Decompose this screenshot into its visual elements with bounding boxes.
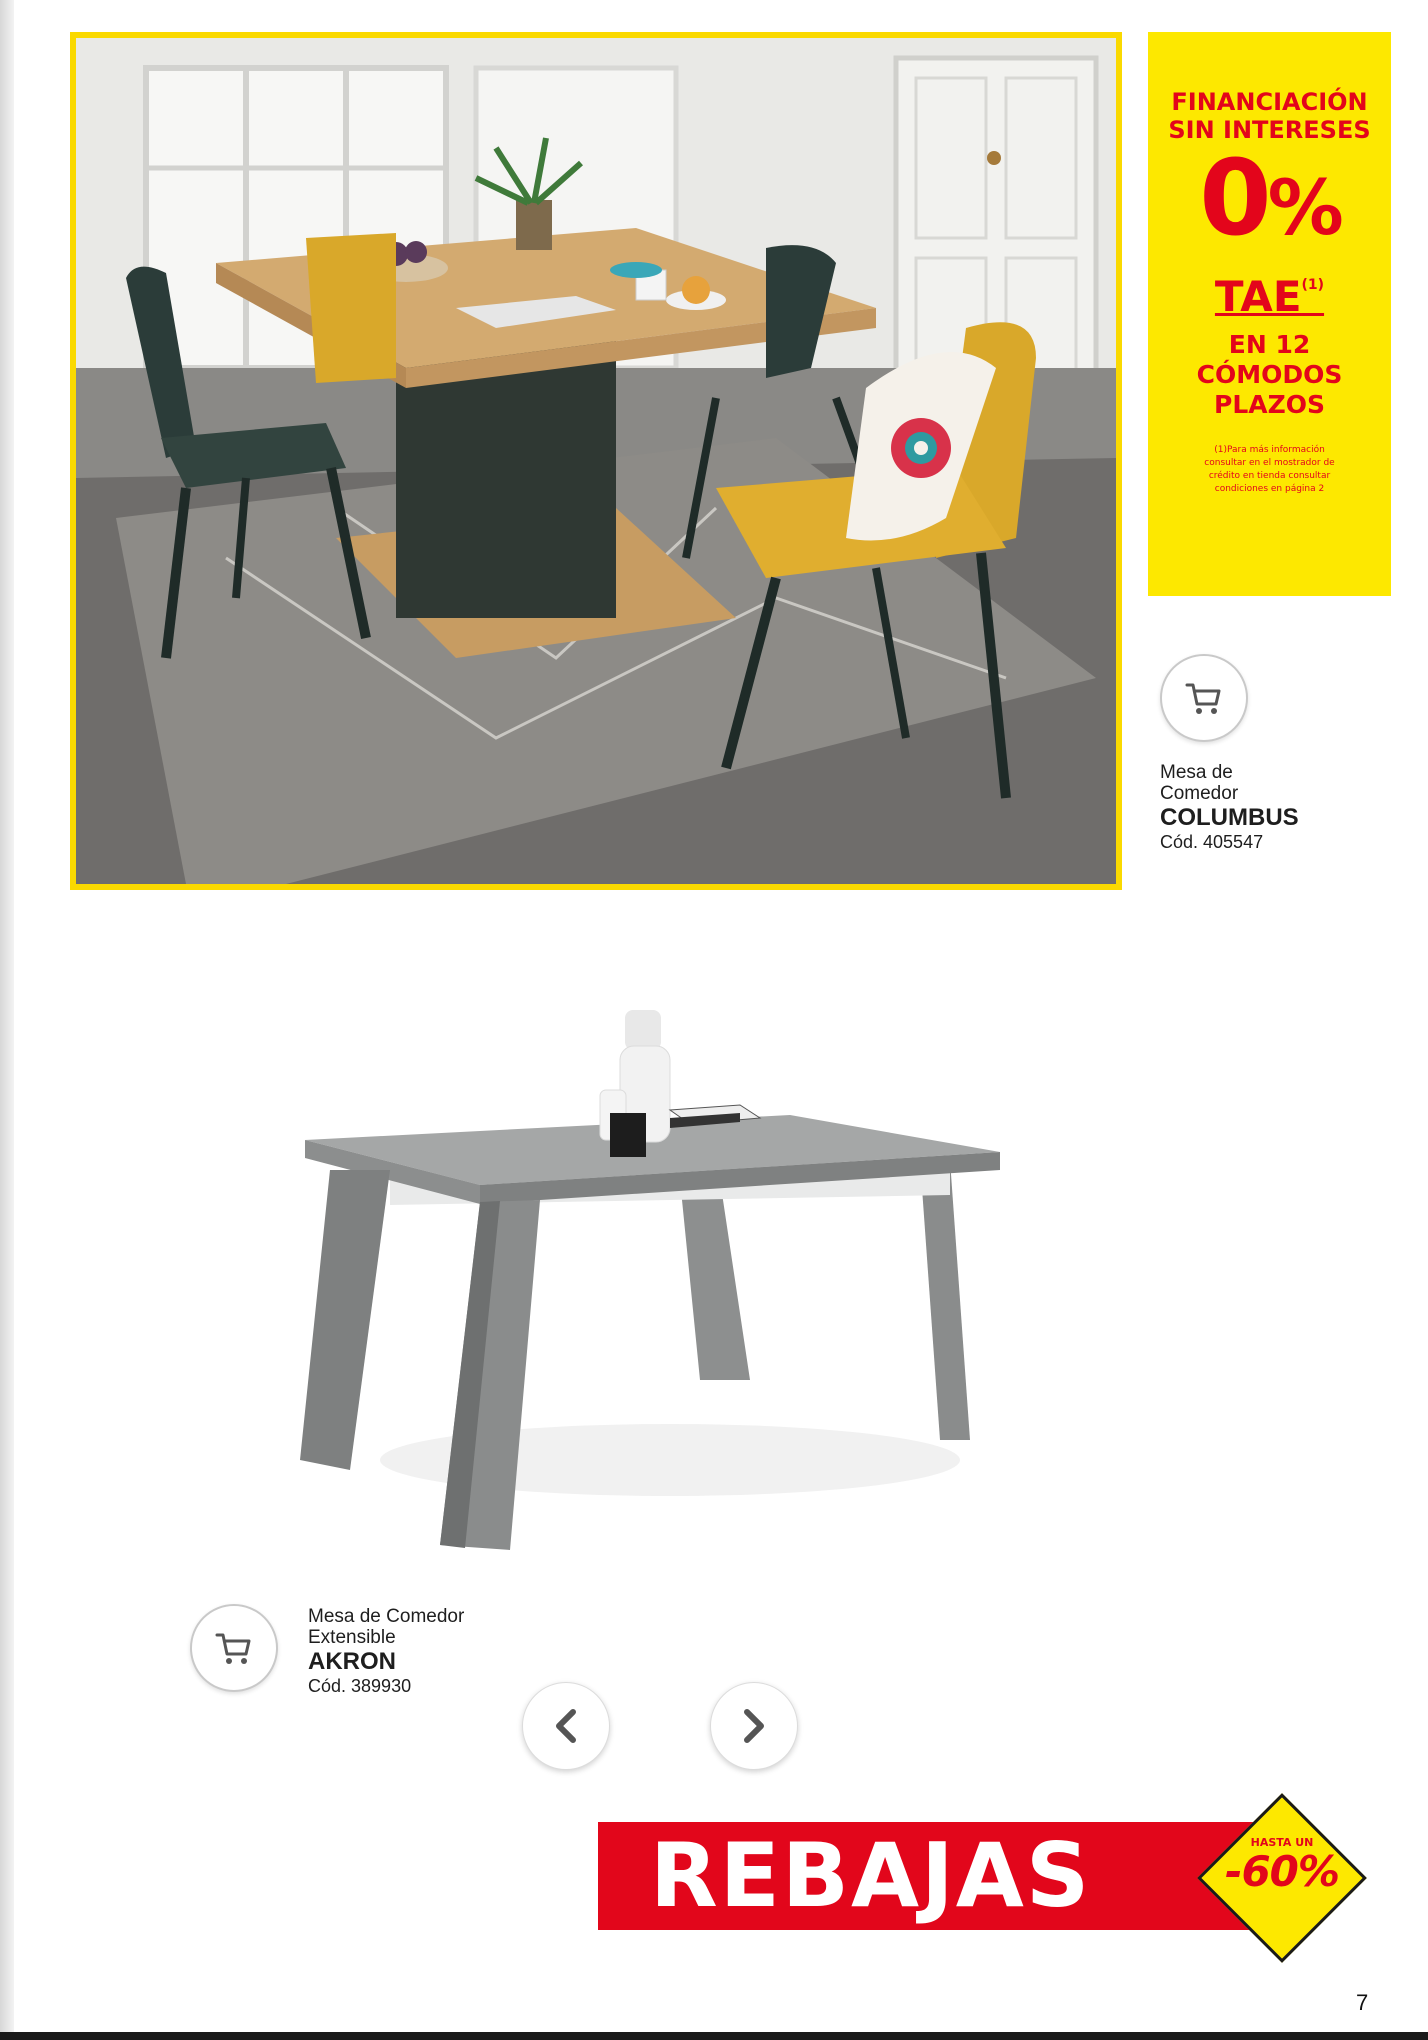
chevron-right-icon bbox=[739, 1706, 769, 1746]
page-number: 7 bbox=[1356, 1990, 1369, 2015]
product-name: COLUMBUS bbox=[1160, 804, 1299, 831]
financing-promo bbox=[1148, 32, 1391, 596]
add-to-cart-button-columbus[interactable] bbox=[1160, 654, 1248, 742]
promo-plazos: EN 12 CÓMODOS PLAZOS bbox=[1196, 330, 1343, 419]
previous-page-button[interactable] bbox=[522, 1682, 610, 1770]
product-code: Cód. 389930 bbox=[308, 1676, 412, 1696]
promo-heading: FINANCIACIÓN SIN INTERESES bbox=[1168, 88, 1371, 144]
add-to-cart-button-akron[interactable] bbox=[190, 1604, 278, 1692]
shopping-cart-icon bbox=[1184, 680, 1224, 716]
rebajas-title: REBAJAS bbox=[650, 1824, 1092, 1927]
product-info-akron: Mesa de Comedor Extensible AKRON Cód. 389930 bbox=[308, 1606, 465, 1696]
hero-photo-columbus bbox=[70, 32, 1122, 890]
page-margin bbox=[0, 0, 14, 2040]
shopping-cart-icon bbox=[214, 1630, 254, 1666]
product-info-columbus: Mesa de Comedor COLUMBUS Cód. 405547 bbox=[1160, 762, 1299, 852]
promo-tae: TAE$^{(1)}$ bbox=[1214, 272, 1325, 321]
rebajas-banner bbox=[598, 1822, 1298, 1930]
next-page-button[interactable] bbox=[710, 1682, 798, 1770]
discount-text: HASTA UN -60% bbox=[1225, 1836, 1339, 1896]
product-code: Cód. 405547 bbox=[1160, 832, 1264, 852]
promo-rate: 0% bbox=[1199, 137, 1340, 259]
product-photo-akron bbox=[250, 990, 1030, 1610]
chevron-left-icon bbox=[551, 1706, 581, 1746]
promo-fine-print: (1)Para más información consultar en el mostrador de crédito en tienda consultar condiciones en página 2 bbox=[1204, 445, 1335, 494]
product-name: AKRON bbox=[308, 1648, 396, 1675]
bottom-bar bbox=[0, 2032, 1428, 2040]
